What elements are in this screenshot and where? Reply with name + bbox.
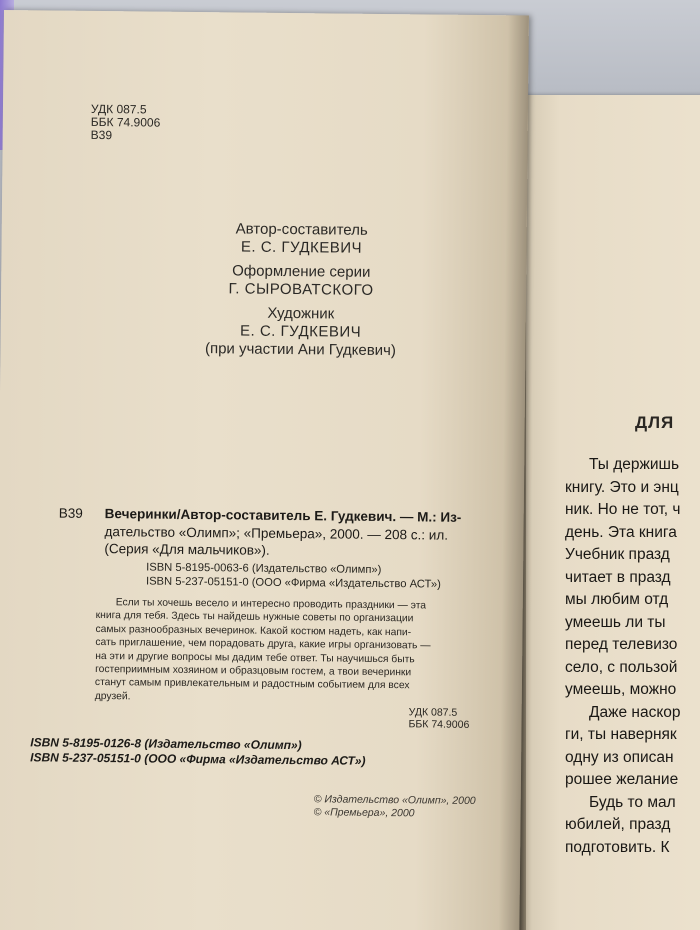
text-line: ги, ты наверняк <box>565 726 677 743</box>
text-line: перед телевизо <box>565 636 678 653</box>
annotation-line: друзей. <box>94 690 131 703</box>
biblio-line: (Серия «Для мальчиков»). <box>104 541 270 558</box>
credit-name: Г. СЫРОВАТСКОГО <box>228 280 374 299</box>
text-line: село, с пользой <box>565 658 678 676</box>
copyright-block <box>314 793 476 821</box>
annotation-line: станут самым привлекательным и радостным событием для всех <box>94 677 410 692</box>
biblio-line: дательство «Олимп»; «Премьера», 2000. — 208 с.: ил. <box>104 523 449 543</box>
author-mark: В39 <box>90 127 113 143</box>
annotation-paragraph <box>95 596 496 707</box>
text-line: умеешь, можно <box>565 681 677 698</box>
text-line: читает в празд <box>565 568 671 586</box>
bbk-line: ББК 74.9006 <box>90 114 161 130</box>
isbn-line: ISBN 5-8195-0063-6 (Издательство «Олимп») <box>146 561 382 576</box>
text-line: Учебник празд <box>565 546 670 563</box>
annotation-line: книга для тебя. Здесь ты найдешь нужные советы по организации <box>95 610 414 625</box>
annotation-line: сать приглашение, чем порадовать друга, какие игры организовать — <box>95 637 431 652</box>
isbn-line: ISBN 5-237-05151-0 (ООО «Фирма «Издательство АСТ») <box>30 750 366 768</box>
isbn-small-block <box>146 562 441 592</box>
biblio-code: В39 <box>58 505 83 521</box>
credits-block <box>160 220 441 361</box>
isbn-line: ISBN 5-8195-0126-8 (Издательство «Олимп») <box>30 735 302 753</box>
udk-right-block <box>408 706 469 731</box>
credit-role: Оформление серии <box>232 262 371 281</box>
credit-role: Художник <box>267 304 335 323</box>
udk-line: УДК 087.5 <box>408 706 458 719</box>
text-line: подготовить. К <box>565 838 670 856</box>
text-line: Будь то мал <box>589 793 676 811</box>
bibliographic-entry <box>58 505 461 562</box>
text-line: Ты держишь <box>589 456 680 473</box>
text-line: книгу. Это и энц <box>565 478 679 496</box>
right-page-text <box>565 454 681 859</box>
text-line: Даже наскор <box>589 703 681 721</box>
credit-name: Е. С. ГУДКЕВИЧ <box>239 322 362 341</box>
text-line: день. Эта книга <box>565 523 677 541</box>
udk-line: УДК 087.5 <box>90 101 147 117</box>
annotation-line: на эти и другие вопросы мы дадим тебе ответ. Ты научишься быть <box>95 650 415 665</box>
text-line: одну из описан <box>565 748 674 766</box>
copyright-line: © «Премьера», 2000 <box>313 806 415 820</box>
isbn-bottom-block <box>30 735 366 769</box>
credit-role: Автор-составитель <box>235 220 368 239</box>
bbk-line: ББК 74.9006 <box>408 718 470 731</box>
biblio-line: Вечеринки/Автор-составитель Е. Гудкевич. — М.: Из- <box>104 506 462 525</box>
text-line: ник. Но не тот, ч <box>565 501 681 518</box>
annotation-line: гостеприимным хозяином и образцовым гостем, а твои вечеринки <box>95 664 412 679</box>
text-line: рошее желание <box>565 771 679 788</box>
udk-block <box>91 103 161 143</box>
right-page-heading: ДЛЯ <box>635 413 675 432</box>
credit-name: Е. С. ГУДКЕВИЧ <box>240 238 363 257</box>
annotation-line: самых разнообразных вечеринок. Какой костюм надеть, как напи- <box>95 623 412 639</box>
text-line: юбилей, празд <box>565 816 671 833</box>
copyright-line: © Издательство «Олимп», 2000 <box>313 793 476 807</box>
isbn-line: ISBN 5-237-05151-0 (ООО «Фирма «Издательство АСТ») <box>145 575 441 591</box>
text-line: мы любим отд <box>565 591 669 608</box>
left-page <box>0 10 529 930</box>
annotation-line: Если ты хочешь весело и интересно проводить праздники — эта <box>115 597 427 612</box>
credit-note: (при участии Ани Гудкевич) <box>204 340 396 360</box>
text-line: умеешь ли ты <box>565 613 666 631</box>
